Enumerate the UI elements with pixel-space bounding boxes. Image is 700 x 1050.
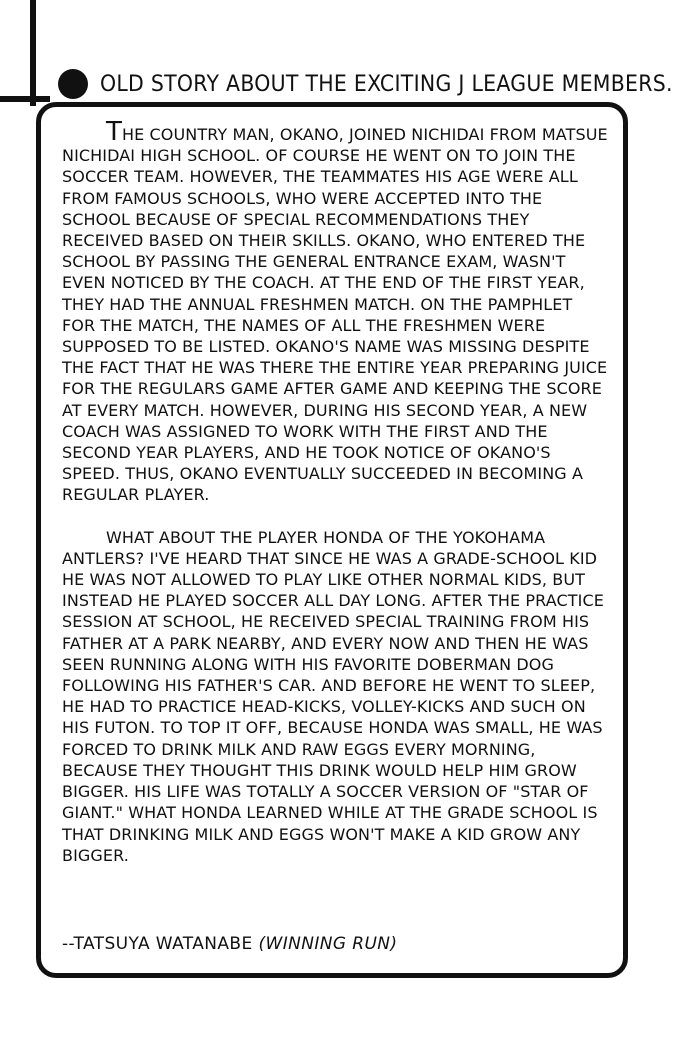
story-paragraph-2: WHAT ABOUT THE PLAYER HONDA OF THE YOKOHAMA ANTLERS? I'VE HEARD THAT SINCE HE WAS A GRADE-SCHOOL KID HE WAS NOT ALLOWED TO PLAY LIKE OTHER NORMAL KIDS, BUT INSTEAD HE PLAYED SOCCER ALL DAY LONG. AFTER THE PRACTICE SESSION AT SCHOOL, HE RECEIVED SPECIAL TRAINING FROM HIS FATHER AT A PARK NEARBY, AND EVERY NOW AND THEN HE WAS SEEN RUNNING ALONG WITH HIS FAVORITE DOBERMAN DOG FOLLOWING HIS FATHER'S CAR. AND BEFORE HE WENT TO SLEEP, HE HAD TO PRACTICE HEAD-KICKS, VOLLEY-KICKS AND SUCH ON HIS FUTON. TO TOP IT OFF, BECAUSE HONDA WAS SMALL, HE WAS FORCED TO DRINK MILK AND RAW EGGS EVERY MORNING, BECAUSE THEY THOUGHT THIS DRINK WOULD HELP HIM GROW BIGGER. HIS LIFE WAS TOTALLY A SOCCER VERSION OF "STAR OF GIANT." WHAT HONDA LEARNED WHILE AT THE GRADE SCHOOL IS THAT DRINKING MILK AND EGGS WON'T MAKE A KID GROW ANY BIGGER. <box>62 527 604 865</box>
left-border-line <box>30 0 36 106</box>
signature <box>62 934 610 954</box>
section-header <box>58 64 673 104</box>
signature-author: --TATSUYA WATANABE <box>62 934 253 954</box>
story-body <box>62 117 610 887</box>
paragraph-1-text: HE COUNTRY MAN, OKANO, JOINED NICHIDAI FROM MATSUE NICHIDAI HIGH SCHOOL. OF COURSE HE WENT ON TO JOIN THE SOCCER TEAM. HOWEVER, THE TEAMMATES HIS AGE WERE ALL FROM FAMOUS SCHOOLS, WHO WERE ACCEPTED INTO THE SCHOOL BECAUSE OF SPECIAL RECOMMENDATIONS THEY RECEIVED BASED ON THEIR SKILLS. OKANO, WHO ENTERED THE SCHOOL BY PASSING THE GENERAL ENTRANCE EXAM, WASN'T EVEN NOTICED BY THE COACH. AT THE END OF THE FIRST YEAR, THEY HAD THE ANNUAL FRESHMEN MATCH. ON THE PAMPHLET FOR THE MATCH, THE NAMES OF ALL THE FRESHMEN WERE SUPPOSED TO BE LISTED. OKANO'S NAME WAS MISSING DESPITE THE FACT THAT HE WAS THERE THE ENTIRE YEAR PREPARING JUICE FOR THE REGULARS GAME AFTER GAME AND KEEPING THE SCORE AT EVERY MATCH. HOWEVER, DURING HIS SECOND YEAR, A NEW COACH WAS ASSIGNED TO WORK WITH THE FIRST AND THE SECOND YEAR PLAYERS, AND HE TOOK NOTICE OF OKANO'S SPEED. THUS, OKANO EVENTUALLY SUCCEEDED IN BECOMING A REGULAR PLAYER. <box>62 125 608 505</box>
bullet-dot-icon <box>58 69 88 99</box>
story-paragraph-1 <box>62 117 610 506</box>
drop-cap: T <box>106 117 122 147</box>
signature-work: (WINNING RUN) <box>258 934 398 954</box>
header-rule-line <box>0 96 50 102</box>
header-title: OLD STORY ABOUT THE EXCITING J LEAGUE MEMBERS. <box>100 71 673 97</box>
